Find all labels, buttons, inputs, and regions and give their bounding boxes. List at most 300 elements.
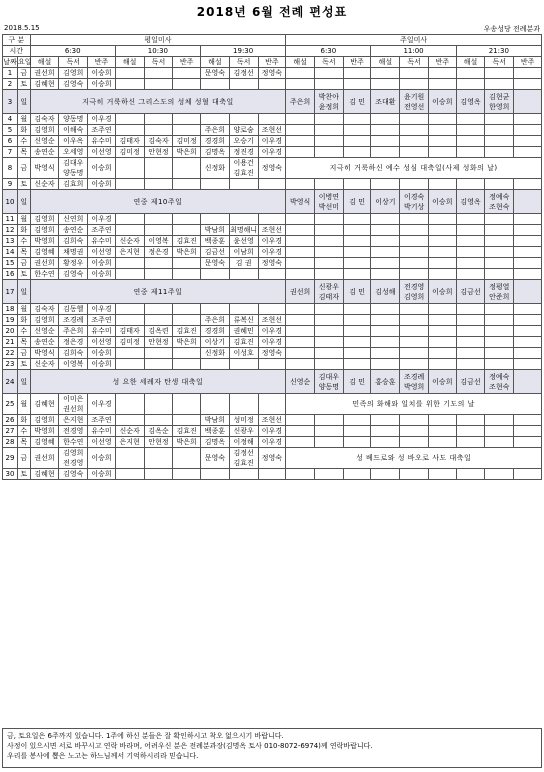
empty-slot: [315, 258, 344, 269]
empty-slot: [429, 337, 457, 348]
weekday-assignment: [229, 114, 258, 125]
empty-slot: [485, 79, 514, 90]
weekday-assignment: [173, 394, 201, 415]
assigned-name: 한수연: [34, 270, 55, 278]
schedule-row: [3, 258, 542, 269]
weekday-assignment: [88, 79, 116, 90]
assigned-name: 김 권: [235, 259, 252, 267]
weekday-assignment: [88, 225, 116, 236]
weekday-assignment: [30, 125, 59, 136]
schedule-row: [3, 315, 542, 326]
empty-slot: [456, 236, 485, 247]
schedule-row: [3, 90, 542, 114]
weekday-assignment: [59, 179, 88, 190]
row-weekday: 일: [17, 190, 30, 214]
row-weekday: 일: [17, 370, 30, 394]
assigned-name: 김영옥: [460, 197, 481, 206]
sunday-assignment: [343, 90, 371, 114]
empty-slot: [343, 469, 371, 480]
empty-slot: [343, 426, 371, 437]
weekday-assignment: [30, 469, 59, 480]
empty-slot: [343, 415, 371, 426]
schedule-row: [3, 179, 542, 190]
role-label: 해설: [371, 57, 400, 68]
empty-slot: [286, 258, 315, 269]
assigned-name: 조현선: [261, 416, 283, 424]
sunday-assignment: [286, 280, 315, 304]
assigned-name: 오승기: [233, 137, 254, 145]
weekday-assignment: [258, 79, 286, 90]
weekday-assignment: [173, 337, 201, 348]
empty-slot: [286, 225, 315, 236]
assigned-name: 문영숙: [204, 454, 226, 462]
assigned-name: 정진경: [233, 148, 254, 156]
empty-slot: [400, 348, 429, 359]
assigned-name: 전경영: [403, 282, 425, 291]
role-label: 해설: [456, 57, 485, 68]
assigned-name: 이성호: [233, 349, 254, 357]
weekday-assignment: [200, 179, 229, 190]
empty-slot: [400, 136, 429, 147]
assigned-name: 조현숙: [489, 382, 510, 391]
empty-slot: [315, 79, 344, 90]
assigned-name: 양동명: [63, 169, 84, 177]
empty-slot: [456, 247, 485, 258]
assigned-name: 전경영: [63, 459, 84, 467]
weekday-assignment: [115, 236, 144, 247]
row-weekday: 화: [17, 315, 30, 326]
assigned-name: 박은희: [176, 148, 197, 156]
empty-slot: [485, 136, 514, 147]
weekday-assignment: [229, 348, 258, 359]
weekday-assignment: [144, 136, 173, 147]
weekday-assignment: [173, 79, 201, 90]
weekday-assignment: [229, 247, 258, 258]
weekday-assignment: [144, 269, 173, 280]
empty-slot: [485, 359, 514, 370]
row-weekday: 수: [17, 426, 30, 437]
sunday-assignment: [485, 90, 514, 114]
row-date: 4: [3, 114, 18, 125]
empty-slot: [315, 214, 344, 225]
mass-time: 19:30: [200, 46, 285, 57]
empty-slot: [485, 236, 514, 247]
role-label: 반주: [173, 57, 201, 68]
assigned-name: 정영숙: [261, 164, 283, 172]
role-label: 반주: [514, 57, 542, 68]
weekday-assignment: [59, 469, 88, 480]
empty-slot: [315, 269, 344, 280]
weekday-assignment: [88, 326, 116, 337]
weekday-assignment: [88, 426, 116, 437]
row-date: 3: [3, 90, 18, 114]
weekday-assignment: [144, 214, 173, 225]
weekday-assignment: [229, 448, 258, 469]
empty-slot: [514, 304, 542, 315]
role-label: 독서: [59, 57, 88, 68]
assigned-name: 안현정: [148, 438, 169, 446]
assigned-name: 이우경: [91, 400, 112, 408]
empty-slot: [343, 79, 371, 90]
schedule-row: [3, 125, 542, 136]
empty-slot: [400, 236, 429, 247]
feast-title: 성 요한 세례자 탄생 대축일: [30, 370, 286, 394]
assigned-name: 김영숙: [63, 80, 84, 88]
weekday-assignment: [115, 158, 144, 179]
assigned-name: 박영희: [34, 237, 55, 245]
weekday-assignment: [59, 269, 88, 280]
weekday-assignment: [229, 415, 258, 426]
sunday-assignment: [456, 90, 485, 114]
assigned-name: 이남희: [233, 248, 254, 256]
assigned-name: 박남희: [204, 226, 226, 234]
weekday-assignment: [144, 158, 173, 179]
empty-slot: [286, 315, 315, 326]
empty-slot: [343, 214, 371, 225]
assigned-name: 김영희: [34, 226, 55, 234]
empty-slot: [456, 214, 485, 225]
assigned-name: 박선미: [318, 202, 340, 211]
empty-slot: [514, 125, 542, 136]
row-date: 17: [3, 280, 18, 304]
assigned-name: 이승희: [91, 454, 112, 462]
empty-slot: [485, 269, 514, 280]
weekday-assignment: [30, 247, 59, 258]
empty-slot: [315, 114, 344, 125]
weekday-assignment: [88, 247, 116, 258]
empty-slot: [371, 247, 400, 258]
mass-time: 6:30: [286, 46, 371, 57]
assigned-name: 김 민: [349, 97, 366, 106]
assigned-name: 이해숙: [63, 126, 84, 134]
weekday-assignment: [200, 415, 229, 426]
weekday-assignment: [144, 114, 173, 125]
empty-slot: [315, 179, 344, 190]
empty-slot: [429, 348, 457, 359]
empty-slot: [456, 304, 485, 315]
schedule-row: [3, 68, 542, 79]
sunday-assignment: [371, 280, 400, 304]
weekday-assignment: [258, 258, 286, 269]
weekday-assignment: [30, 337, 59, 348]
assigned-name: 송연순: [34, 148, 55, 156]
empty-slot: [400, 359, 429, 370]
row-weekday: 일: [17, 280, 30, 304]
empty-slot: [343, 315, 371, 326]
assigned-name: 이경숙: [403, 192, 425, 201]
schedule-row: [3, 190, 542, 214]
role-label: 해설: [115, 57, 144, 68]
weekday-assignment: [59, 147, 88, 158]
row-date: 16: [3, 269, 18, 280]
row-weekday: 금: [17, 348, 30, 359]
sunday-assignment: [456, 190, 485, 214]
empty-slot: [371, 315, 400, 326]
empty-slot: [400, 214, 429, 225]
assigned-name: 권선희: [34, 259, 55, 267]
assigned-name: 이우경: [261, 148, 283, 156]
feast-title: 연중 제10주일: [30, 190, 286, 214]
assigned-name: 박영식: [34, 164, 55, 172]
empty-slot: [343, 247, 371, 258]
empty-slot: [429, 326, 457, 337]
empty-slot: [371, 469, 400, 480]
assigned-name: 신연희: [63, 215, 84, 223]
empty-slot: [400, 247, 429, 258]
role-label: 해설: [200, 57, 229, 68]
assigned-name: 전경영: [63, 427, 84, 435]
empty-slot: [400, 68, 429, 79]
weekday-assignment: [258, 315, 286, 326]
assigned-name: 조경례: [403, 372, 425, 381]
weekday-assignment: [115, 448, 144, 469]
empty-slot: [286, 125, 315, 136]
sunday-assignment: [429, 280, 457, 304]
assigned-name: 김대우: [318, 372, 340, 381]
feast-title: 지극히 거룩하신 예수 성심 대축일(사제 성화의 날): [286, 158, 542, 179]
assigned-name: 이미은: [63, 395, 84, 403]
assigned-name: 신정화: [204, 164, 226, 172]
assigned-name: 최명해니: [230, 226, 258, 234]
row-weekday: 토: [17, 269, 30, 280]
empty-slot: [485, 415, 514, 426]
weekday-assignment: [59, 247, 88, 258]
weekday-assignment: [144, 125, 173, 136]
assigned-name: 김태자: [318, 292, 340, 301]
weekday-assignment: [258, 214, 286, 225]
assigned-name: 이승희: [91, 270, 112, 278]
empty-slot: [514, 415, 542, 426]
schedule-row: [3, 415, 542, 426]
empty-slot: [514, 469, 542, 480]
weekday-assignment: [258, 348, 286, 359]
empty-slot: [485, 326, 514, 337]
row-weekday: 화: [17, 415, 30, 426]
empty-slot: [343, 114, 371, 125]
empty-slot: [456, 68, 485, 79]
empty-slot: [343, 136, 371, 147]
weekday-assignment: [59, 437, 88, 448]
assigned-name: 이영복: [148, 237, 169, 245]
sunday-assignment: [315, 90, 344, 114]
row-date: 28: [3, 437, 18, 448]
weekday-assignment: [200, 158, 229, 179]
weekday-assignment: [200, 236, 229, 247]
assigned-name: 김영희: [34, 126, 55, 134]
empty-slot: [343, 269, 371, 280]
weekday-assignment: [88, 437, 116, 448]
schedule-row: [3, 469, 542, 480]
weekday-assignment: [30, 225, 59, 236]
weekday-assignment: [88, 147, 116, 158]
empty-slot: [429, 114, 457, 125]
assigned-name: 송연순: [34, 338, 55, 346]
assigned-name: 김명옥: [204, 148, 226, 156]
assigned-name: 김미정: [119, 148, 140, 156]
assigned-name: 박은희: [176, 248, 197, 256]
weekday-assignment: [88, 415, 116, 426]
weekday-assignment: [200, 315, 229, 326]
empty-slot: [315, 315, 344, 326]
assigned-name: 성미정: [233, 416, 254, 424]
sunday-assignment: [371, 370, 400, 394]
weekday-assignment: [30, 426, 59, 437]
weekday-assignment: [88, 214, 116, 225]
weekday-assignment: [173, 158, 201, 179]
empty-slot: [286, 269, 315, 280]
empty-slot: [429, 68, 457, 79]
weekday-assignment: [229, 236, 258, 247]
empty-slot: [514, 147, 542, 158]
assigned-name: 이승희: [91, 164, 112, 172]
weekday-assignment: [229, 315, 258, 326]
weekday-assignment: [258, 68, 286, 79]
assigned-name: 신광우: [233, 427, 254, 435]
weekday-assignment: [229, 394, 258, 415]
weekday-assignment: [59, 68, 88, 79]
row-date: 5: [3, 125, 18, 136]
schedule-row: [3, 269, 542, 280]
weekday-assignment: [173, 426, 201, 437]
sunday-assignment: [315, 280, 344, 304]
assigned-name: 김혜현: [34, 80, 55, 88]
weekday-assignment: [173, 68, 201, 79]
empty-slot: [315, 437, 344, 448]
weekday-assignment: [30, 315, 59, 326]
empty-slot: [485, 469, 514, 480]
weekday-assignment: [144, 304, 173, 315]
header-row-roles: [3, 57, 542, 68]
row-date: 1: [3, 68, 18, 79]
assigned-name: 박영식: [290, 197, 311, 206]
row-weekday: 목: [17, 147, 30, 158]
weekday-assignment: [59, 337, 88, 348]
weekday-assignment: [30, 415, 59, 426]
assigned-name: 이병연: [318, 192, 340, 201]
empty-slot: [400, 437, 429, 448]
schedule-row: [3, 225, 542, 236]
weekday-assignment: [144, 79, 173, 90]
weekday-assignment: [30, 68, 59, 79]
empty-slot: [315, 125, 344, 136]
row-weekday: 화: [17, 225, 30, 236]
weekday-assignment: [115, 315, 144, 326]
weekday-assignment: [258, 179, 286, 190]
assigned-name: 김영숙: [63, 470, 84, 478]
weekday-assignment: [200, 147, 229, 158]
empty-slot: [429, 79, 457, 90]
weekday-assignment: [115, 247, 144, 258]
note-line: 사정이 있으시면 서로 바꾸시고 연락 바라며, 어려우신 분은 전례분과장(김명옥 토사 010-8072-6974)께 연락바랍니다.: [7, 742, 373, 750]
schedule-row: [3, 136, 542, 147]
assigned-name: 조주연: [91, 126, 112, 134]
empty-slot: [315, 304, 344, 315]
weekday-assignment: [144, 448, 173, 469]
sunday-assignment: [343, 190, 371, 214]
assigned-name: 김금선: [460, 377, 481, 386]
empty-slot: [343, 125, 371, 136]
weekday-assignment: [30, 269, 59, 280]
sunday-assignment: [343, 280, 371, 304]
empty-slot: [485, 225, 514, 236]
row-weekday: 수: [17, 326, 30, 337]
assigned-name: 정예숙: [489, 192, 510, 201]
assigned-name: 조대환: [375, 97, 396, 106]
row-date: 24: [3, 370, 18, 394]
assigned-name: 신순자: [34, 180, 55, 188]
assigned-name: 박은희: [176, 338, 197, 346]
weekday-assignment: [30, 114, 59, 125]
organization-name: 우송성당 전례분과: [483, 25, 540, 33]
weekday-assignment: [115, 469, 144, 480]
empty-slot: [456, 437, 485, 448]
weekday-assignment: [30, 136, 59, 147]
sunday-assignment: [485, 190, 514, 214]
empty-slot: [429, 247, 457, 258]
weekday-assignment: [173, 147, 201, 158]
sunday-assignment: [429, 370, 457, 394]
weekday-assignment: [115, 304, 144, 315]
empty-slot: [485, 437, 514, 448]
empty-slot: [315, 326, 344, 337]
assigned-name: 양동명: [318, 382, 340, 391]
feast-title: 연중 제11주일: [30, 280, 286, 304]
weekday-assignment: [144, 225, 173, 236]
weekday-assignment: [200, 136, 229, 147]
weekday-assignment: [59, 359, 88, 370]
empty-slot: [429, 426, 457, 437]
empty-slot: [514, 348, 542, 359]
assigned-name: 박은희: [176, 438, 197, 446]
empty-slot: [514, 225, 542, 236]
empty-slot: [514, 179, 542, 190]
assigned-name: 황정우: [63, 259, 84, 267]
assigned-name: 이승희: [91, 69, 112, 77]
weekday-assignment: [200, 225, 229, 236]
assigned-name: 양동명: [63, 115, 84, 123]
row-date: 30: [3, 469, 18, 480]
row-date: 10: [3, 190, 18, 214]
schedule-row: [3, 158, 542, 179]
assigned-name: 김혜현: [34, 470, 55, 478]
weekday-assignment: [173, 269, 201, 280]
weekday-assignment: [229, 258, 258, 269]
empty-slot: [456, 269, 485, 280]
role-label: 반주: [88, 57, 116, 68]
assigned-name: 김영희: [403, 292, 425, 301]
empty-slot: [456, 315, 485, 326]
weekday-assignment: [59, 225, 88, 236]
weekday-assignment: [59, 236, 88, 247]
weekday-assignment: [59, 136, 88, 147]
weekday-assignment: [144, 394, 173, 415]
assigned-name: 한수연: [63, 438, 84, 446]
weekday-assignment: [88, 469, 116, 480]
weekday-assignment: [173, 359, 201, 370]
weekday-assignment: [144, 426, 173, 437]
weekday-assignment: [258, 236, 286, 247]
row-weekday: 금: [17, 448, 30, 469]
sunday-assignment: [485, 370, 514, 394]
sunday-assignment: [286, 190, 315, 214]
assigned-name: 이승희: [91, 349, 112, 357]
assigned-name: 이선영: [91, 148, 112, 156]
empty-slot: [286, 437, 315, 448]
weekday-assignment: [258, 125, 286, 136]
empty-slot: [286, 348, 315, 359]
mass-time: 11:00: [371, 46, 456, 57]
assigned-name: 송연순: [63, 226, 84, 234]
